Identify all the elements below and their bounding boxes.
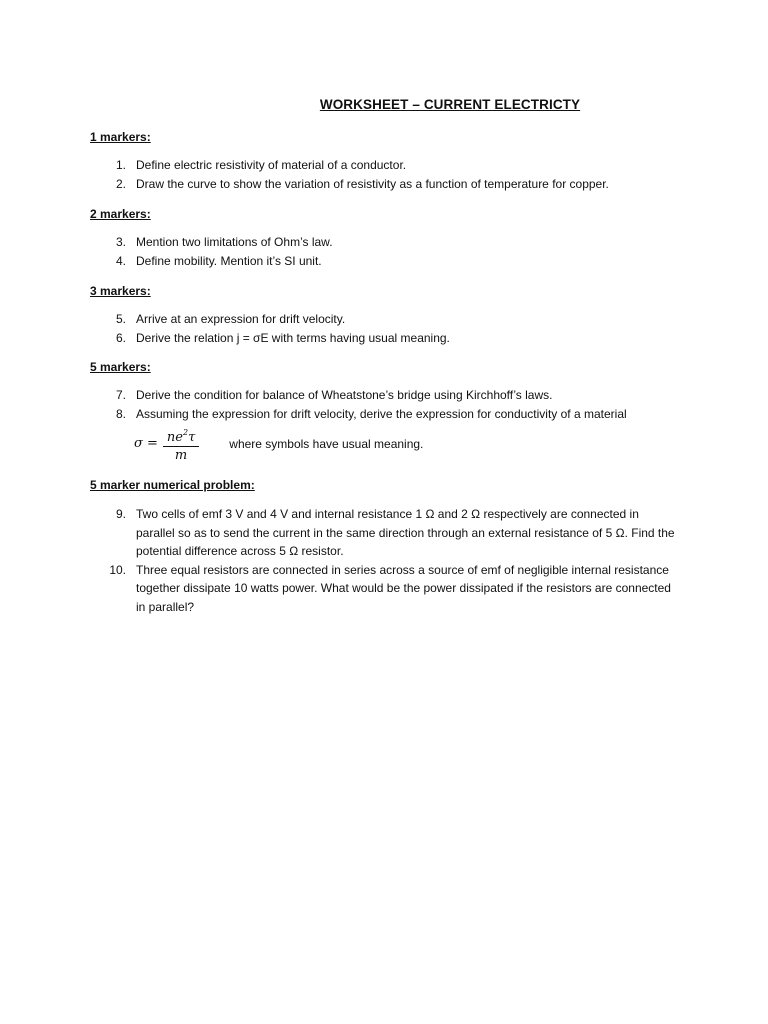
section-heading-3-markers: 3 markers: <box>90 284 151 298</box>
question-number: 4. <box>115 253 126 268</box>
question-list-5-markers <box>90 386 680 423</box>
conductivity-formula-row <box>134 424 423 464</box>
page-title: WORKSHEET – CURRENT ELECTRICTY <box>319 97 581 112</box>
question-item <box>90 329 680 348</box>
question-item <box>90 310 680 329</box>
question-list-3-markers <box>90 310 680 347</box>
question-number: 2. <box>115 176 126 191</box>
question-text: Mention two limitations of Ohm’s law. <box>136 235 333 249</box>
question-number: 7. <box>115 388 126 402</box>
question-text: Arrive at an expression for drift velocity. <box>136 312 346 326</box>
question-list-1-markers <box>90 156 680 193</box>
question-number: 8. <box>115 406 126 421</box>
question-number: 1. <box>115 158 126 172</box>
formula-numerator-base: ne <box>166 430 183 445</box>
formula-denominator: m <box>174 448 188 463</box>
formula-numerator-exponent: 2 <box>182 428 189 437</box>
question-item <box>90 175 680 194</box>
question-item <box>90 156 680 175</box>
question-number: 10. <box>109 562 126 577</box>
question-text: Define electric resistivity of material of a conductor. <box>136 158 407 172</box>
question-text: Define mobility. Mention it’s SI unit. <box>136 253 322 268</box>
question-list-numerical <box>90 505 680 616</box>
question-list-2-markers <box>90 233 680 270</box>
question-item <box>90 505 680 561</box>
question-text: Derive the condition for balance of Wheatstone’s bridge using Kirchhoff’s laws. <box>136 388 553 402</box>
question-item <box>90 252 680 271</box>
formula-note: where symbols have usual meaning. <box>229 437 424 451</box>
question-item <box>90 561 680 617</box>
question-text: Draw the curve to show the variation of resistivity as a function of temperature for copper. <box>136 176 609 191</box>
conductivity-formula <box>134 425 199 463</box>
section-heading-numerical: 5 marker numerical problem: <box>90 478 255 492</box>
section-heading-5-markers: 5 markers: <box>90 360 151 374</box>
formula-fraction <box>163 425 199 463</box>
question-number: 9. <box>115 507 126 521</box>
formula-numerator <box>163 425 199 447</box>
question-item <box>90 233 680 252</box>
question-item <box>90 405 680 424</box>
section-heading-2-markers: 2 markers: <box>90 207 151 221</box>
question-number: 6. <box>115 330 126 345</box>
formula-numerator-tau: τ <box>188 430 196 445</box>
section-heading-1-markers: 1 markers: <box>90 130 151 144</box>
question-text: Assuming the expression for drift velocity, derive the expression for conductivity of a material <box>136 406 627 421</box>
question-number: 3. <box>115 235 126 249</box>
question-item <box>90 386 680 405</box>
question-text: Two cells of emf 3 V and 4 V and internal resistance 1 Ω and 2 Ω respectively are connected in parallel so as to send the current in the same direction through an external resistance of 5 Ω. Find the potential difference across 5 Ω resistor. <box>136 507 675 558</box>
question-number: 5. <box>115 312 126 326</box>
question-text: Three equal resistors are connected in series across a source of emf of negligible internal resistance together dissipate 10 watts power. What would be the power dissipated if the resistors are connected in parallel? <box>136 562 671 614</box>
formula-lhs: σ = <box>134 436 158 451</box>
question-text: Derive the relation j = σE with terms having usual meaning. <box>136 330 450 345</box>
